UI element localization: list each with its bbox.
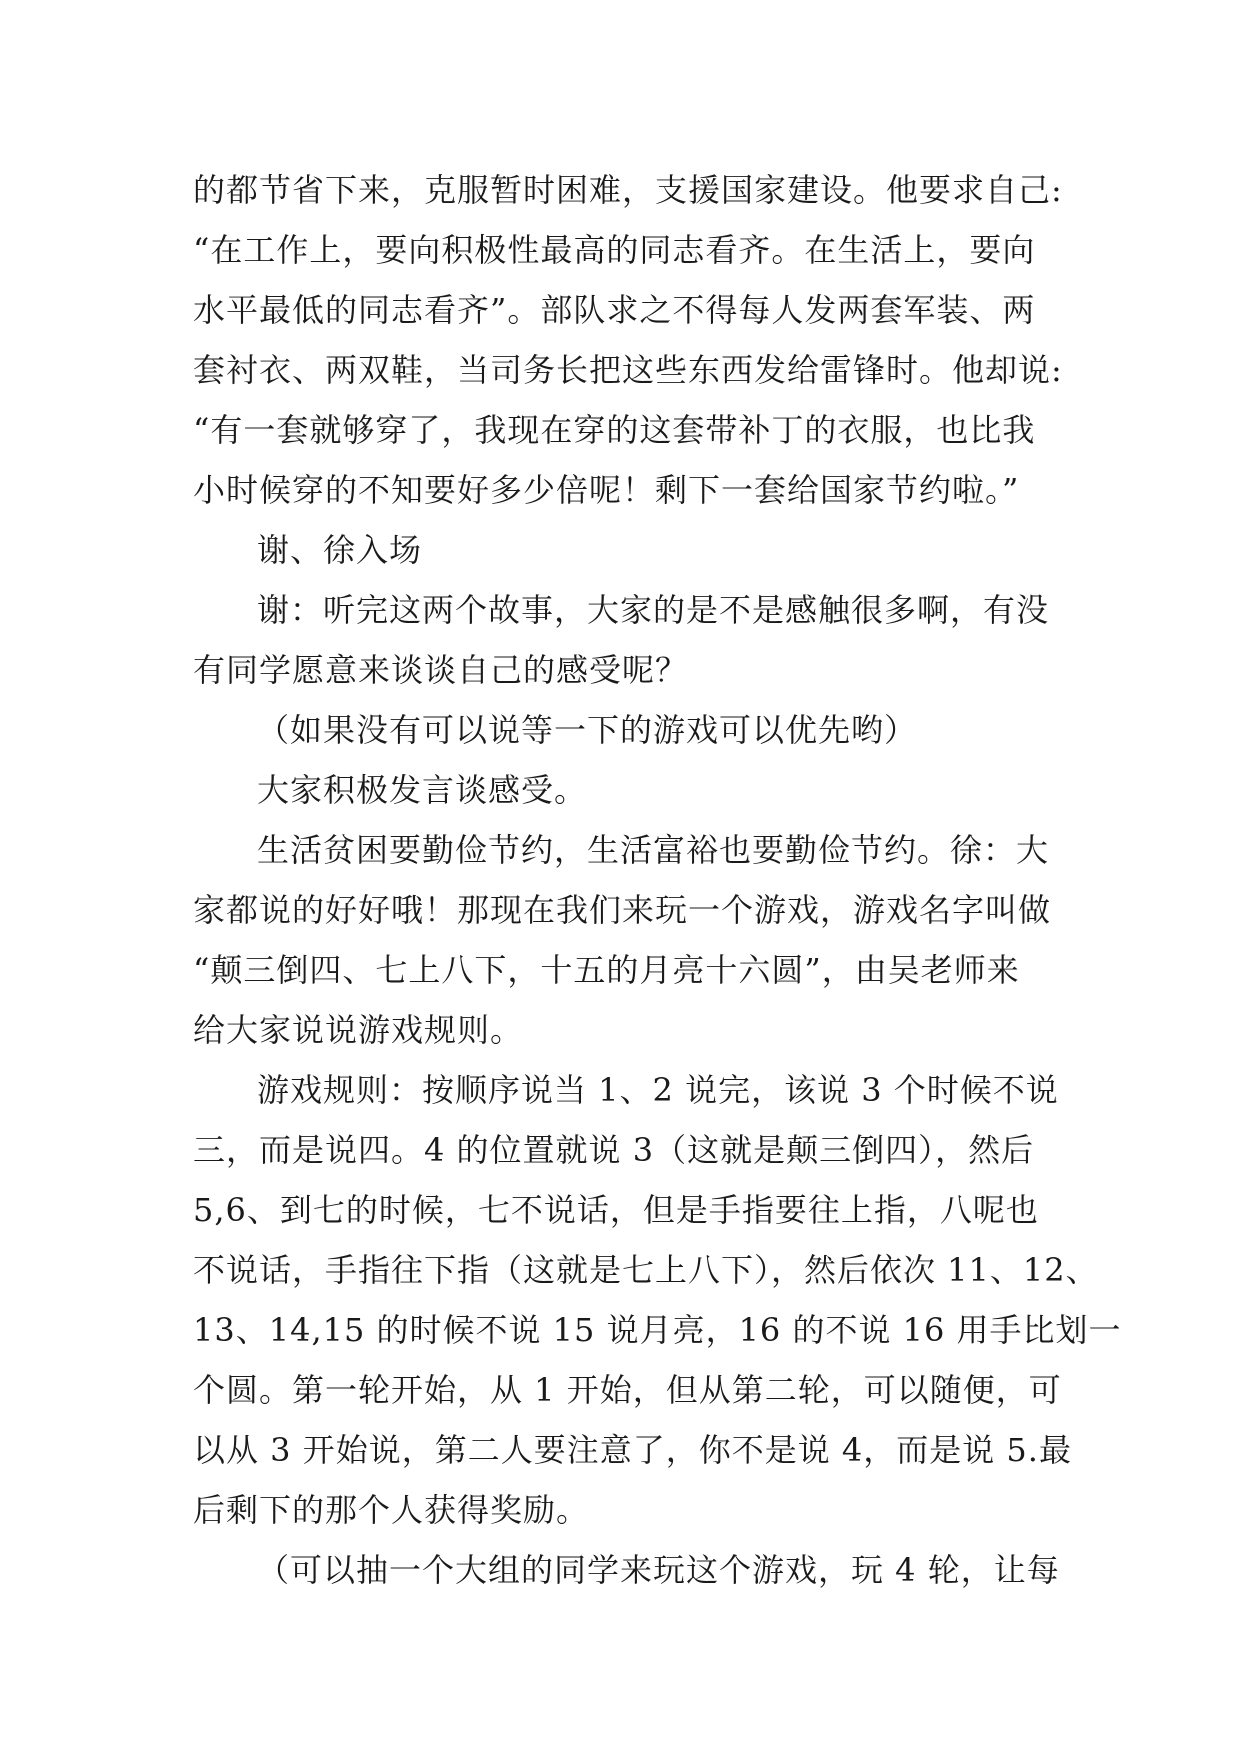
text-line: 游戏规则：按顺序说当 1、2 说完，该说 3 个时候不说 — [257, 1071, 1059, 1109]
text-line: 家都说的好好哦！那现在我们来玩一个游戏，游戏名字叫做 — [193, 891, 1052, 929]
text-line: 不说话，手指往下指（这就是七上八下），然后依次 11、12、 — [193, 1251, 1099, 1289]
text-line: 小时候穿的不知要好多少倍呢！剩下一套给国家节约啦。” — [193, 471, 1020, 509]
text-line: 给大家说说游戏规则。 — [193, 1011, 524, 1049]
text-line: 后剩下的那个人获得奖励。 — [193, 1491, 590, 1529]
text-line: “在工作上，要向积极性最高的同志看齐。在生活上，要向 — [193, 231, 1036, 269]
document-body — [193, 160, 1122, 1600]
text-line: 5,6、到七的时候，七不说话，但是手指要往上指，八呢也 — [193, 1191, 1039, 1229]
text-line: 的都节省下来，克服暂时困难，支援国家建设。他要求自己: — [193, 171, 1063, 209]
text-line: “颠三倒四、七上八下，十五的月亮十六圆”，由吴老师来 — [193, 951, 1020, 989]
text-line: “有一套就够穿了，我现在穿的这套带补丁的衣服，也比我 — [193, 411, 1036, 449]
text-line: 个圆。第一轮开始，从 1 开始，但从第二轮，可以随便，可 — [193, 1371, 1062, 1409]
text-line: 大家积极发言谈感受。 — [257, 771, 588, 809]
text-line: 谢、徐入场 — [257, 531, 423, 569]
text-line: 套衬衣、两双鞋，当司务长把这些东西发给雷锋时。他却说: — [193, 351, 1063, 389]
text-line: 生活贫困要勤俭节约，生活富裕也要勤俭节约。徐：大 — [257, 831, 1050, 869]
text-line: 水平最低的同志看齐”。部队求之不得每人发两套军装、两 — [193, 291, 1036, 329]
text-line: 13、14,15 的时候不说 15 说月亮，16 的不说 16 用手比划一 — [193, 1311, 1122, 1349]
text-line: 以从 3 开始说，第二人要注意了，你不是说 4，而是说 5.最 — [193, 1431, 1072, 1469]
text-line: 有同学愿意来谈谈自己的感受呢？ — [193, 651, 689, 689]
text-line: 三，而是说四。4 的位置就说 3（这就是颠三倒四），然后 — [193, 1131, 1035, 1169]
text-line: 谢：听完这两个故事，大家的是不是感触很多啊，有没 — [257, 591, 1050, 629]
text-line: （如果没有可以说等一下的游戏可以优先哟） — [257, 711, 918, 749]
text-line: （可以抽一个大组的同学来玩这个游戏，玩 4 轮，让每 — [257, 1551, 1060, 1589]
